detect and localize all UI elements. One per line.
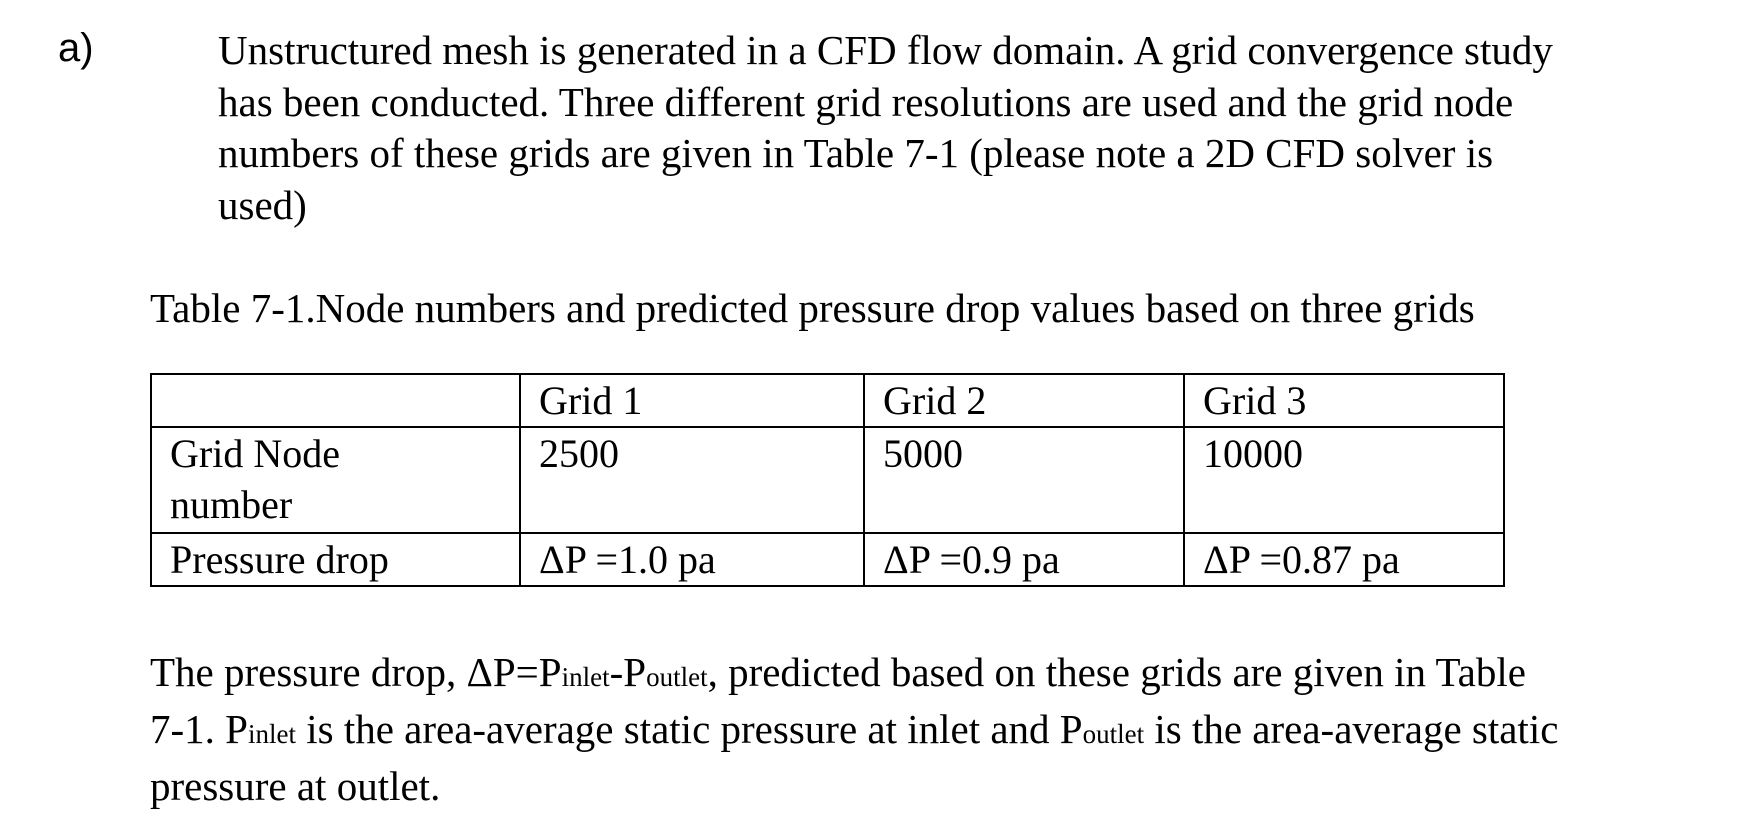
cell-grid-2-pressure: ΔP =0.9 pa	[864, 533, 1184, 586]
text-fragment: , predicted based on these grids are given in Table	[707, 649, 1526, 695]
header-cell-grid-2: Grid 2	[864, 374, 1184, 427]
table-caption: Table 7-1.Node numbers and predicted pressure drop values based on three grids	[150, 285, 1475, 331]
header-cell-grid-3: Grid 3	[1184, 374, 1504, 427]
subscript-inlet: inlet	[561, 662, 610, 692]
cell-grid-2-nodes: 5000	[864, 427, 1184, 533]
text-fragment: -P	[609, 649, 647, 695]
description-line	[150, 646, 1750, 703]
grid-table	[150, 373, 1505, 587]
cell-grid-3-pressure: ΔP =0.87 pa	[1184, 533, 1504, 586]
intro-line: Unstructured mesh is generated in a CFD flow domain. A grid convergence study	[218, 27, 1553, 73]
intro-line: used)	[218, 181, 307, 228]
intro-line: numbers of these grids are given in Table 7-1 (please note a 2D CFD solver is	[218, 130, 1494, 176]
header-cell-empty	[151, 374, 520, 427]
text-fragment: The pressure drop, ΔP=P	[150, 649, 562, 695]
subscript-outlet: outlet	[646, 662, 708, 692]
cell-grid-1-pressure: ΔP =1.0 pa	[520, 533, 864, 586]
table-row-node-number	[151, 427, 1504, 533]
cell-grid-3-nodes: 10000	[1184, 427, 1504, 533]
description-line	[150, 703, 1750, 760]
subscript-inlet: inlet	[247, 719, 296, 749]
intro-line: has been conducted. Three different grid resolutions are used and the grid node	[218, 78, 1514, 125]
subscript-outlet: outlet	[1082, 719, 1145, 749]
row-label-pressure-drop: Pressure drop	[151, 533, 520, 586]
question-label: a)	[58, 26, 94, 70]
row-label-node-number: Grid Node number	[151, 427, 520, 533]
text-fragment: is the area-average static	[1144, 706, 1559, 752]
pressure-description	[150, 646, 1750, 812]
text-fragment: 7-1. P	[150, 706, 248, 752]
cell-grid-1-nodes: 2500	[520, 427, 864, 533]
table-row-pressure-drop	[151, 533, 1504, 586]
table-header-row	[151, 374, 1504, 427]
header-cell-grid-1: Grid 1	[520, 374, 864, 427]
description-line: pressure at outlet.	[150, 763, 441, 809]
question-intro	[218, 25, 1748, 231]
text-fragment: is the area-average static pressure at inlet and P	[295, 706, 1083, 752]
